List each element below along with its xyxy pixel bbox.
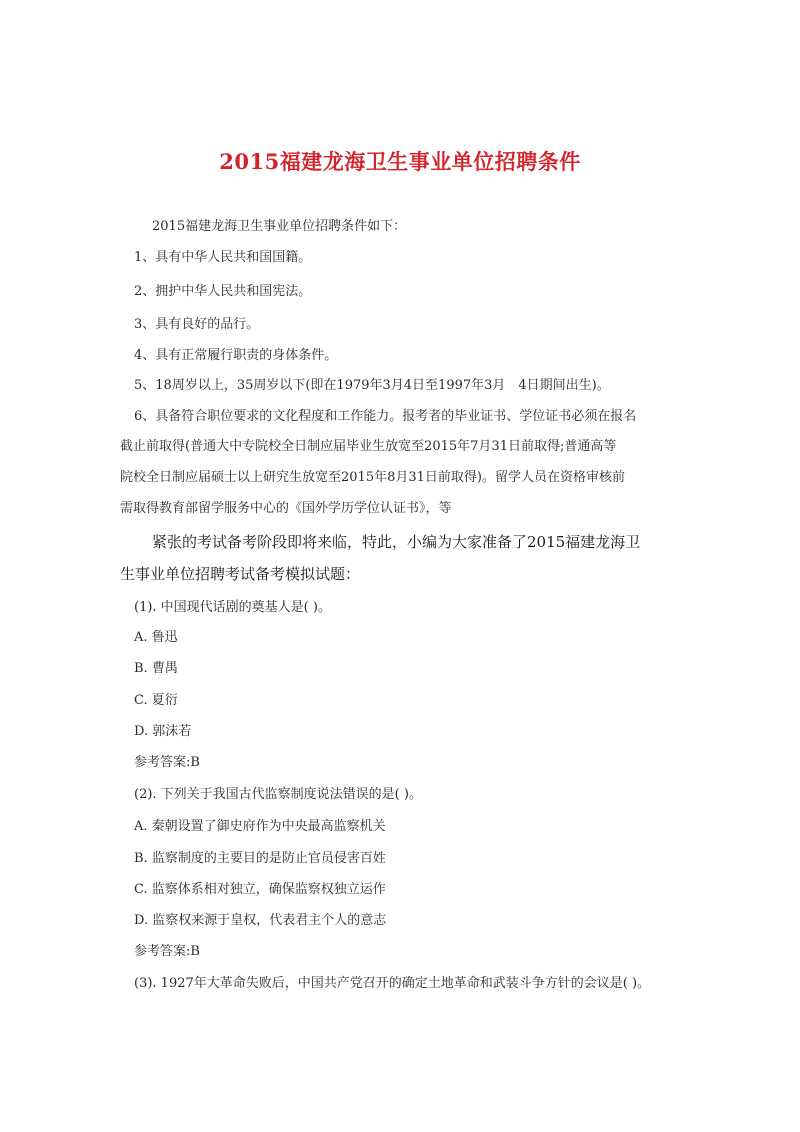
transition-line-2: 生事业单位招聘考试备考模拟试题： xyxy=(120,565,361,583)
condition-6-line-4: 需取得教育部留学服务中心的《国外学历学位认证书》，等 xyxy=(120,501,452,516)
question-1: (1). 中国现代话剧的奠基人是( )。 xyxy=(134,600,331,615)
question-1-option-a: A. 鲁迅 xyxy=(134,630,178,645)
question-2-option-d: D. 监察权来源于皇权，代表君主个人的意志 xyxy=(134,913,387,928)
question-2: (2). 下列关于我国古代监察制度说法错误的是( )。 xyxy=(134,787,422,802)
condition-6-line-3: 院校全日制应届硕士以上研究生放宽至2015年8月31日前取得)。留学人员在资格审核前 xyxy=(120,470,625,485)
condition-2: 2、拥护中华人民共和国宪法。 xyxy=(134,284,312,299)
question-2-answer: 参考答案:B xyxy=(134,944,200,959)
question-1-option-b: B. 曹禺 xyxy=(134,661,178,676)
condition-6-line-2: 截止前取得(普通大中专院校全日制应届毕业生放宽至2015年7月31日前取得;普通高等 xyxy=(120,439,617,454)
condition-5: 5、18周岁以上，35周岁以下(即在1979年3月4日至1997年3月 4日期间出生)。 xyxy=(134,378,610,393)
condition-3: 3、具有良好的品行。 xyxy=(134,317,260,332)
question-2-option-b: B. 监察制度的主要目的是防止官员侵害百姓 xyxy=(134,851,386,866)
question-2-option-a: A. 秦朝设置了御史府作为中央最高监察机关 xyxy=(134,819,386,834)
question-2-option-c: C. 监察体系相对独立，确保监察权独立运作 xyxy=(134,882,386,897)
condition-1: 1、具有中华人民共和国国籍。 xyxy=(134,250,312,265)
transition-line-1: 紧张的考试备考阶段即将来临，特此，小编为大家准备了2015福建龙海卫 xyxy=(152,533,641,551)
condition-6-line-1: 6、具备符合职位要求的文化程度和工作能力。报考者的毕业证书、学位证书必须在报名 xyxy=(134,409,637,424)
question-1-answer: 参考答案:B xyxy=(134,755,200,770)
question-1-option-d: D. 郭沫若 xyxy=(134,724,192,739)
question-3: (3). 1927年大革命失败后，中国共产党召开的确定土地革命和武装斗争方针的会议是( )。 xyxy=(134,976,651,991)
question-1-option-c: C. 夏衍 xyxy=(134,693,178,708)
intro-line: 2015福建龙海卫生事业单位招聘条件如下： xyxy=(152,219,407,234)
document-title: 2015福建龙海卫生事业单位招聘条件 xyxy=(219,149,581,174)
condition-4: 4、具有正常履行职责的身体条件。 xyxy=(134,348,338,363)
